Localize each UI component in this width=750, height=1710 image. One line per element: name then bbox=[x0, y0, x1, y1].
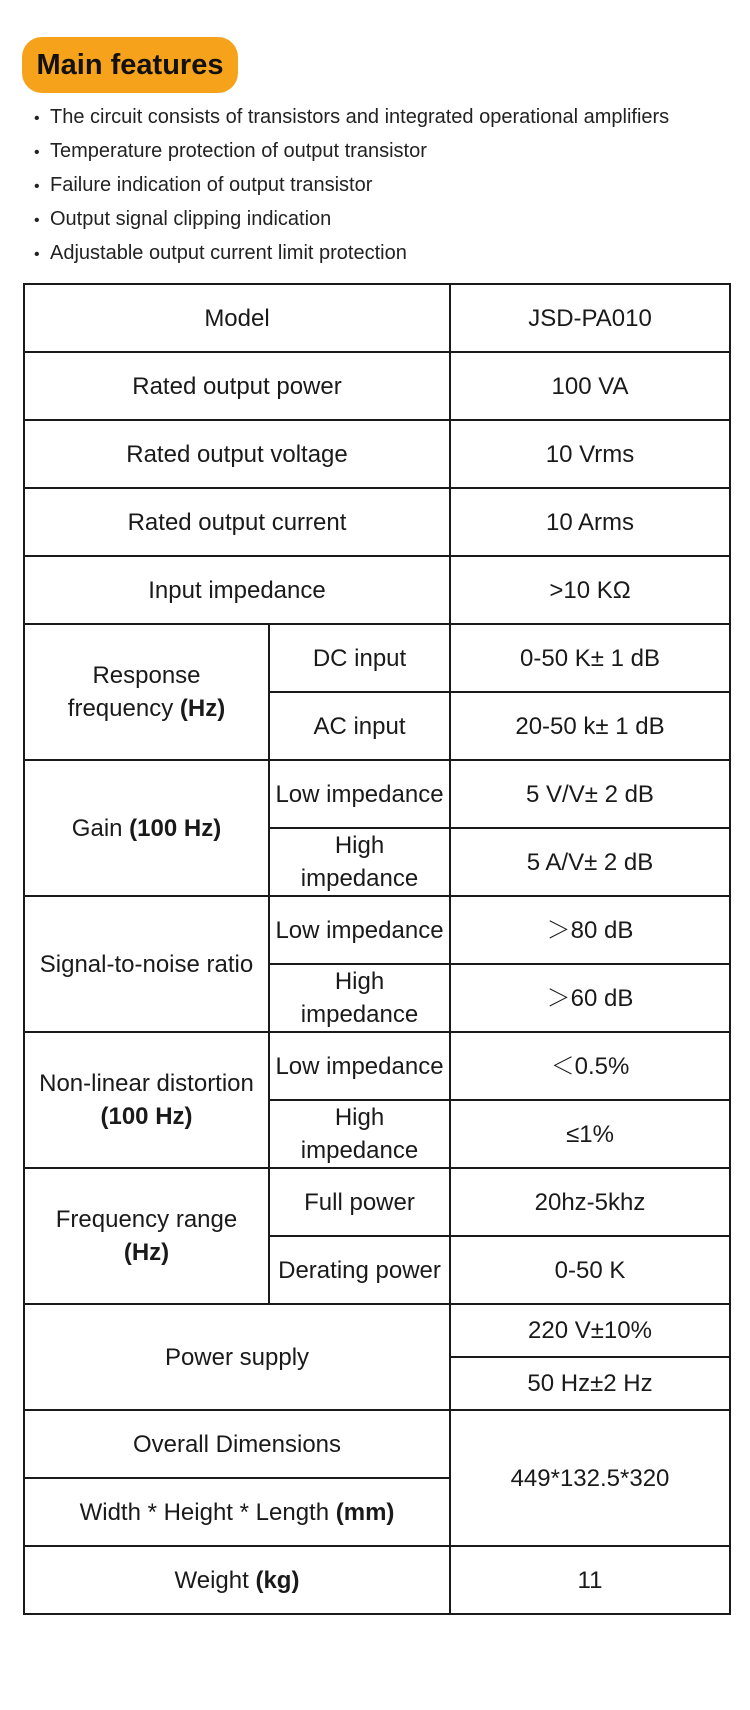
table-row bbox=[24, 1304, 730, 1357]
spec-label: Rated output current bbox=[24, 488, 450, 556]
spec-sublabel: DC input bbox=[269, 624, 450, 692]
table-row bbox=[24, 624, 730, 692]
unit-label: (Hz) bbox=[123, 1239, 170, 1266]
spec-value: 10 Vrms bbox=[450, 420, 730, 488]
spec-label bbox=[24, 624, 269, 760]
spec-value: 5 V/V± 2 dB bbox=[450, 760, 730, 828]
spec-table bbox=[23, 283, 731, 1615]
spec-label bbox=[24, 1546, 450, 1614]
table-row bbox=[24, 760, 730, 828]
feature-item: • The circuit consists of transistors and integrated operational amplifiers bbox=[24, 100, 669, 134]
table-row bbox=[24, 284, 730, 352]
spec-value: JSD-PA010 bbox=[450, 284, 730, 352]
spec-label: Rated output power bbox=[24, 352, 450, 420]
spec-label bbox=[24, 1478, 450, 1546]
table-row bbox=[24, 1410, 730, 1478]
spec-label bbox=[24, 760, 269, 896]
spec-sublabel: Low impedance bbox=[269, 896, 450, 964]
feature-list bbox=[24, 100, 669, 270]
unit-label: (Hz) bbox=[179, 695, 226, 722]
spec-value: 20hz-5khz bbox=[450, 1168, 730, 1236]
unit-label: (mm) bbox=[335, 1498, 395, 1526]
spec-label: Overall Dimensions bbox=[24, 1410, 450, 1478]
spec-value: 220 V±10% bbox=[450, 1304, 730, 1357]
table-row bbox=[24, 420, 730, 488]
label-line: Non-linear distortion bbox=[39, 1070, 254, 1097]
spec-sublabel bbox=[269, 828, 450, 896]
unit-label: (100 Hz) bbox=[129, 814, 222, 842]
spec-value: 100 VA bbox=[450, 352, 730, 420]
spec-value: ＞60 dB bbox=[450, 964, 730, 1032]
spec-label: Rated output voltage bbox=[24, 420, 450, 488]
spec-sublabel: Full power bbox=[269, 1168, 450, 1236]
feature-item: • Output signal clipping indication bbox=[24, 202, 669, 236]
label-line: Response bbox=[92, 662, 201, 689]
label-line: Gain bbox=[71, 814, 123, 842]
spec-sublabel bbox=[269, 964, 450, 1032]
feature-item: • Temperature protection of output transistor bbox=[24, 134, 669, 168]
spec-value: 0-50 K± 1 dB bbox=[450, 624, 730, 692]
spec-sublabel bbox=[269, 1100, 450, 1168]
table-row bbox=[24, 352, 730, 420]
spec-value: 20-50 k± 1 dB bbox=[450, 692, 730, 760]
table-row bbox=[24, 488, 730, 556]
feature-item: • Adjustable output current limit protection bbox=[24, 236, 669, 270]
label-line: High bbox=[334, 832, 385, 859]
label-line: impedance bbox=[300, 1001, 419, 1028]
spec-value: 10 Arms bbox=[450, 488, 730, 556]
label-line: Frequency range bbox=[55, 1206, 238, 1233]
table-row bbox=[24, 1168, 730, 1236]
label-line: Weight bbox=[174, 1566, 249, 1594]
spec-label bbox=[24, 1032, 269, 1168]
spec-sublabel: Derating power bbox=[269, 1236, 450, 1304]
label-line: impedance bbox=[300, 865, 419, 892]
unit-label: (kg) bbox=[255, 1566, 300, 1594]
spec-label: Input impedance bbox=[24, 556, 450, 624]
label-line: High bbox=[334, 1104, 385, 1131]
spec-value: 5 A/V± 2 dB bbox=[450, 828, 730, 896]
spec-value: 50 Hz±2 Hz bbox=[450, 1357, 730, 1410]
spec-value: 449*132.5*320 bbox=[450, 1410, 730, 1546]
table-row bbox=[24, 556, 730, 624]
spec-sublabel: Low impedance bbox=[269, 760, 450, 828]
unit-label: (100 Hz) bbox=[100, 1103, 193, 1130]
spec-value: ＞80 dB bbox=[450, 896, 730, 964]
label-line: High bbox=[334, 968, 385, 995]
section-heading: Main features bbox=[22, 37, 238, 93]
table-row bbox=[24, 1546, 730, 1614]
spec-value: ≤1% bbox=[450, 1100, 730, 1168]
spec-value: ＜0.5% bbox=[450, 1032, 730, 1100]
spec-label: Signal-to-noise ratio bbox=[24, 896, 269, 1032]
spec-label: Power supply bbox=[24, 1304, 450, 1410]
spec-label: Model bbox=[24, 284, 450, 352]
feature-item: • Failure indication of output transistor bbox=[24, 168, 669, 202]
spec-value: >10 KΩ bbox=[450, 556, 730, 624]
label-line: frequency bbox=[67, 695, 174, 722]
table-row bbox=[24, 1032, 730, 1100]
label-line: Width * Height * Length bbox=[79, 1498, 330, 1526]
spec-sublabel: Low impedance bbox=[269, 1032, 450, 1100]
label-line: impedance bbox=[300, 1137, 419, 1164]
spec-value: 0-50 K bbox=[450, 1236, 730, 1304]
spec-value: 11 bbox=[450, 1546, 730, 1614]
spec-sublabel: AC input bbox=[269, 692, 450, 760]
spec-label bbox=[24, 1168, 269, 1304]
table-row bbox=[24, 896, 730, 964]
